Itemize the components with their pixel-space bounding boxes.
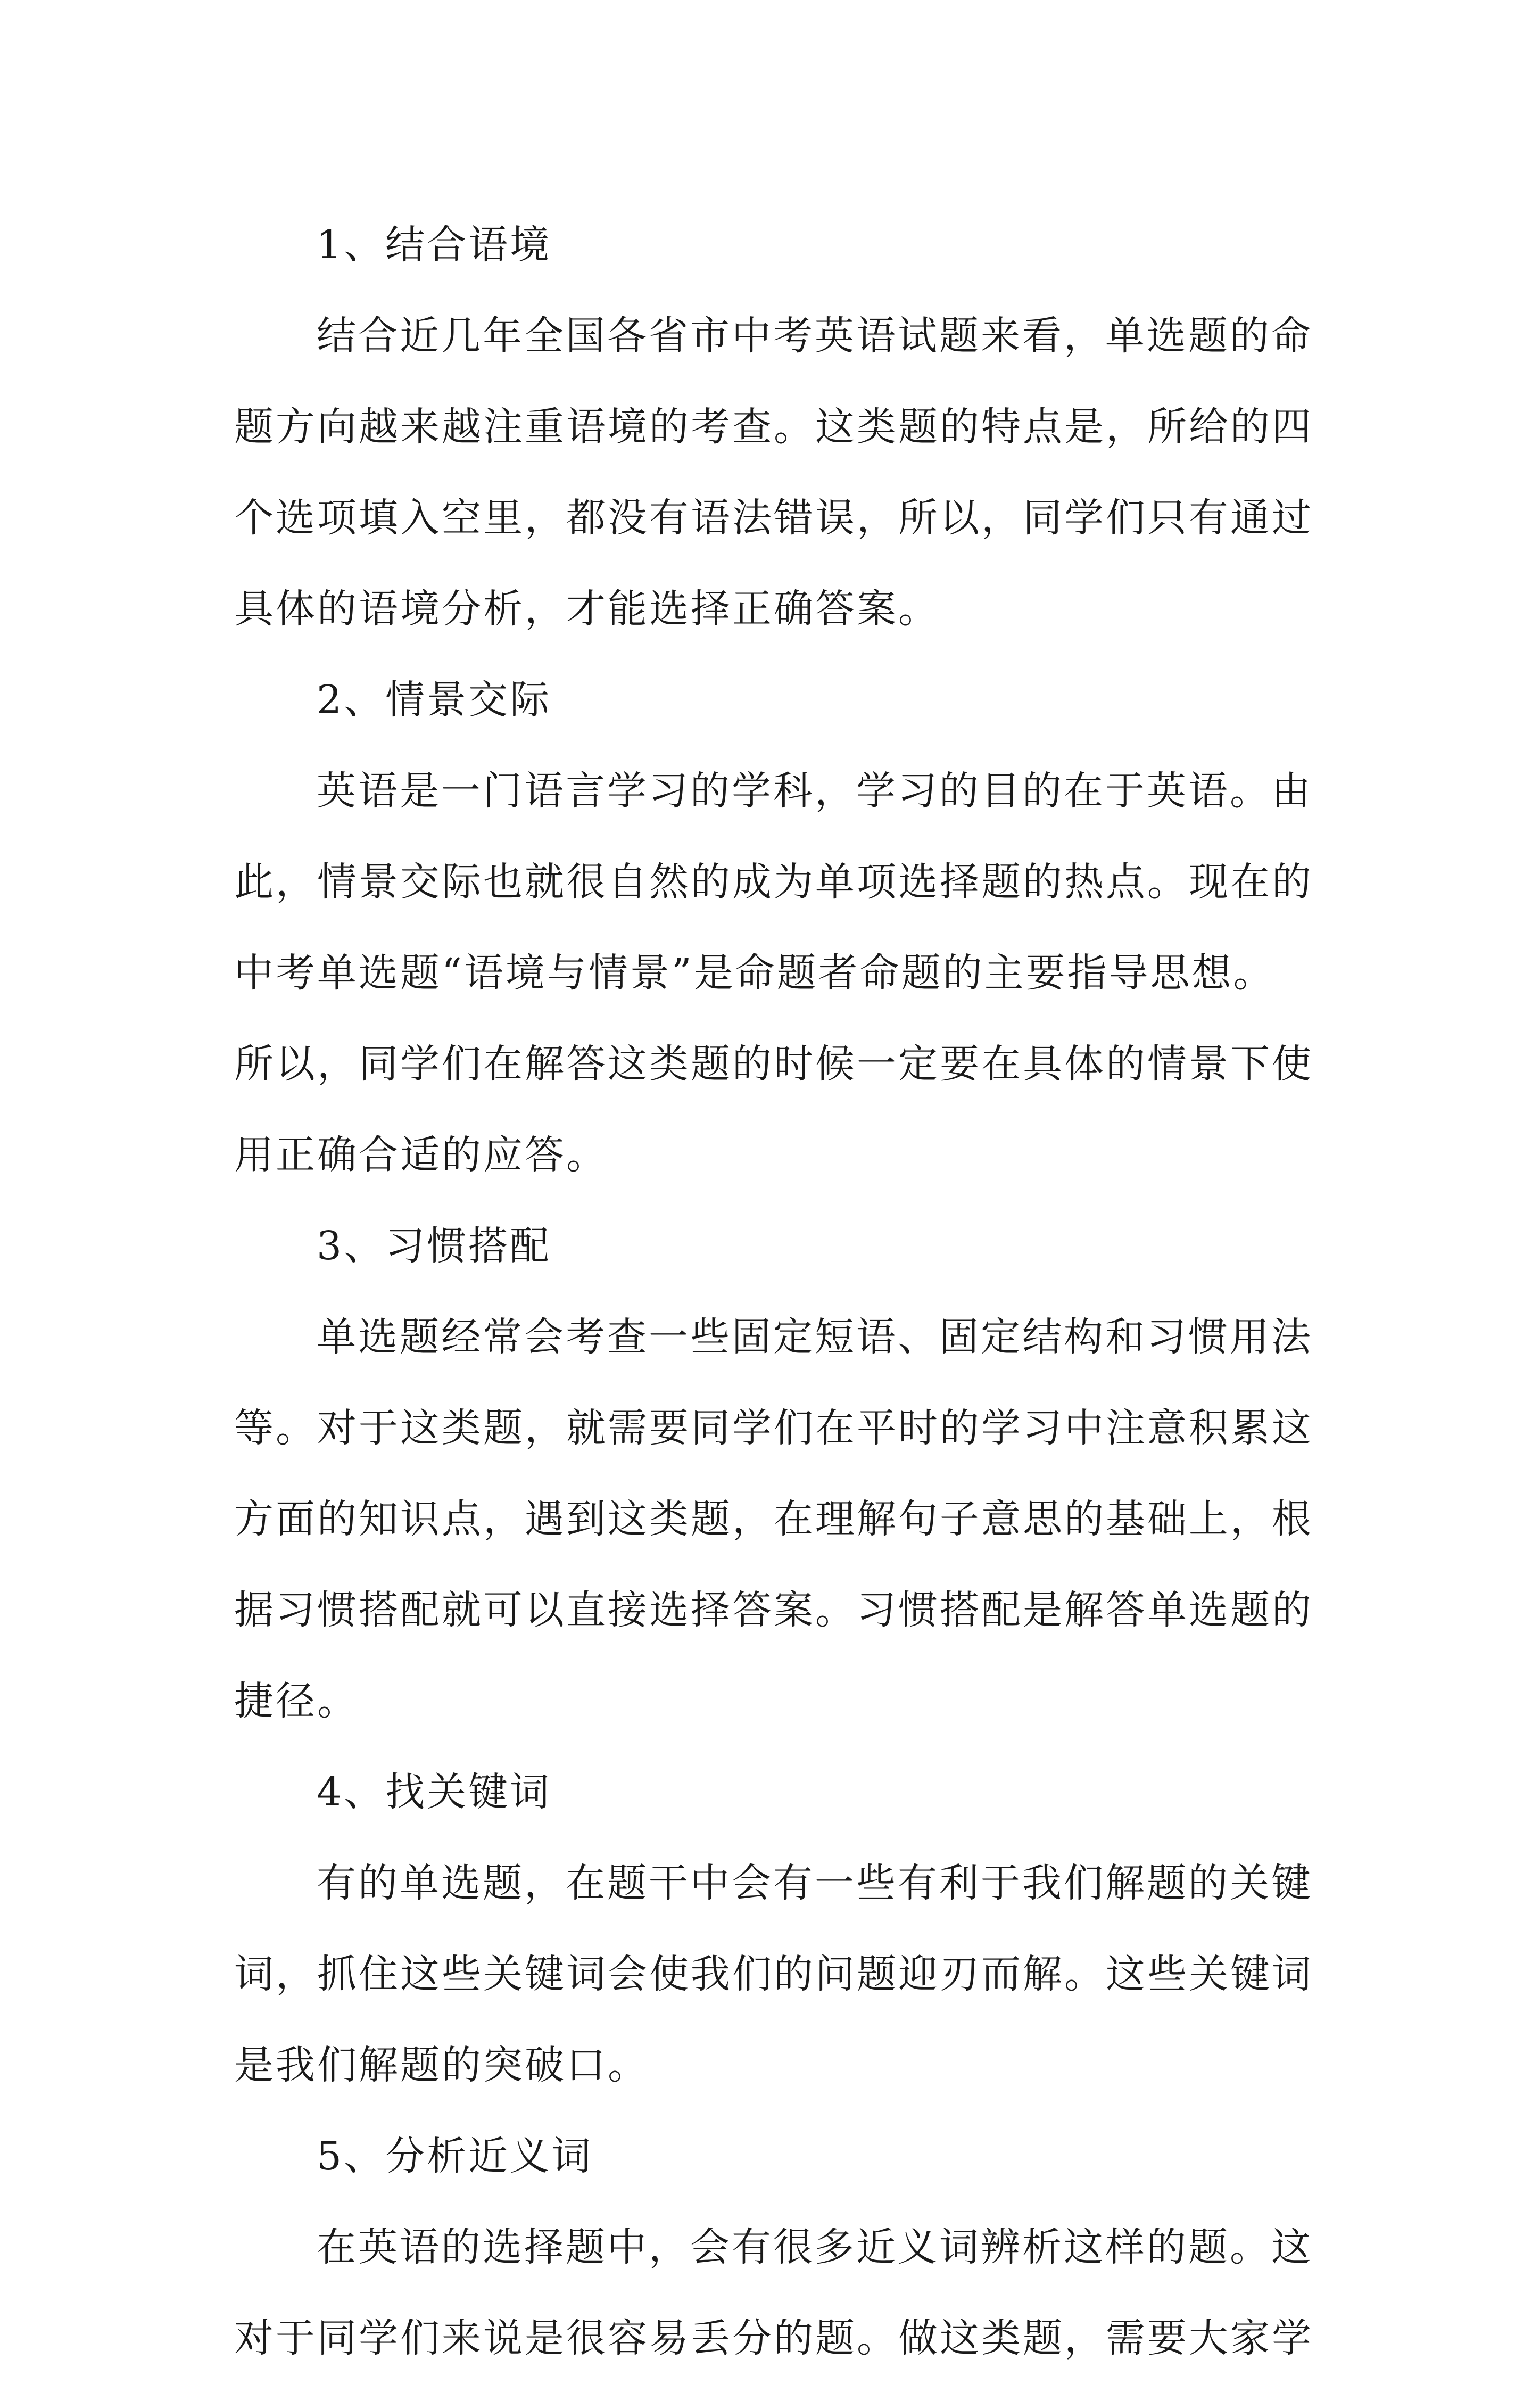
paragraph-line: 中考单选题“语境与情景”是命题者命题的主要指导思想。 (234, 950, 1275, 996)
paragraph-line: 对于同学们来说是很容易丢分的题。做这类题，需要大家学 (234, 2315, 1313, 2361)
paragraph-line: 等。对于这类题，就需要同学们在平时的学习中注意积累这 (234, 1405, 1313, 1451)
heading-3: 3、习惯搭配 (317, 1223, 552, 1269)
paragraph-line: 此，情景交际也就很自然的成为单项选择题的热点。现在的 (234, 859, 1313, 905)
paragraph-line: 个选项填入空里，都没有语法错误，所以，同学们只有通过 (234, 495, 1313, 541)
paragraph-line: 用正确合适的应答。 (234, 1132, 608, 1178)
paragraph-line: 据习惯搭配就可以直接选择答案。习惯搭配是解答单选题的 (234, 1587, 1313, 1633)
paragraph-line: 方面的知识点，遇到这类题，在理解句子意思的基础上，根 (234, 1496, 1313, 1542)
paragraph-line: 具体的语境分析，才能选择正确答案。 (234, 586, 940, 632)
paragraph-line: 所以，同学们在解答这类题的时候一定要在具体的情景下使 (234, 1041, 1313, 1087)
paragraph-line: 捷径。 (234, 1678, 359, 1724)
heading-1: 1、结合语境 (317, 222, 552, 268)
heading-4: 4、找关键词 (317, 1769, 552, 1815)
document-body (234, 200, 1320, 2384)
paragraph-line: 结合近几年全国各省市中考英语试题来看，单选题的命 (317, 313, 1313, 359)
heading-2: 2、情景交际 (317, 677, 552, 723)
heading-5: 5、分析近义词 (317, 2133, 593, 2179)
paragraph-line: 题方向越来越注重语境的考查。这类题的特点是，所给的四 (234, 404, 1313, 450)
paragraph-line: 词，抓住这些关键词会使我们的问题迎刃而解。这些关键词 (234, 1951, 1313, 1997)
paragraph-line: 英语是一门语言学习的学科，学习的目的在于英语。由 (317, 768, 1313, 814)
paragraph-line: 是我们解题的突破口。 (234, 2042, 649, 2088)
paragraph-line: 在英语的选择题中，会有很多近义词辨析这样的题。这 (317, 2224, 1313, 2270)
paragraph-line: 单选题经常会考查一些固定短语、固定结构和习惯用法 (317, 1314, 1313, 1360)
paragraph-line: 有的单选题，在题干中会有一些有利于我们解题的关键 (317, 1860, 1313, 1906)
